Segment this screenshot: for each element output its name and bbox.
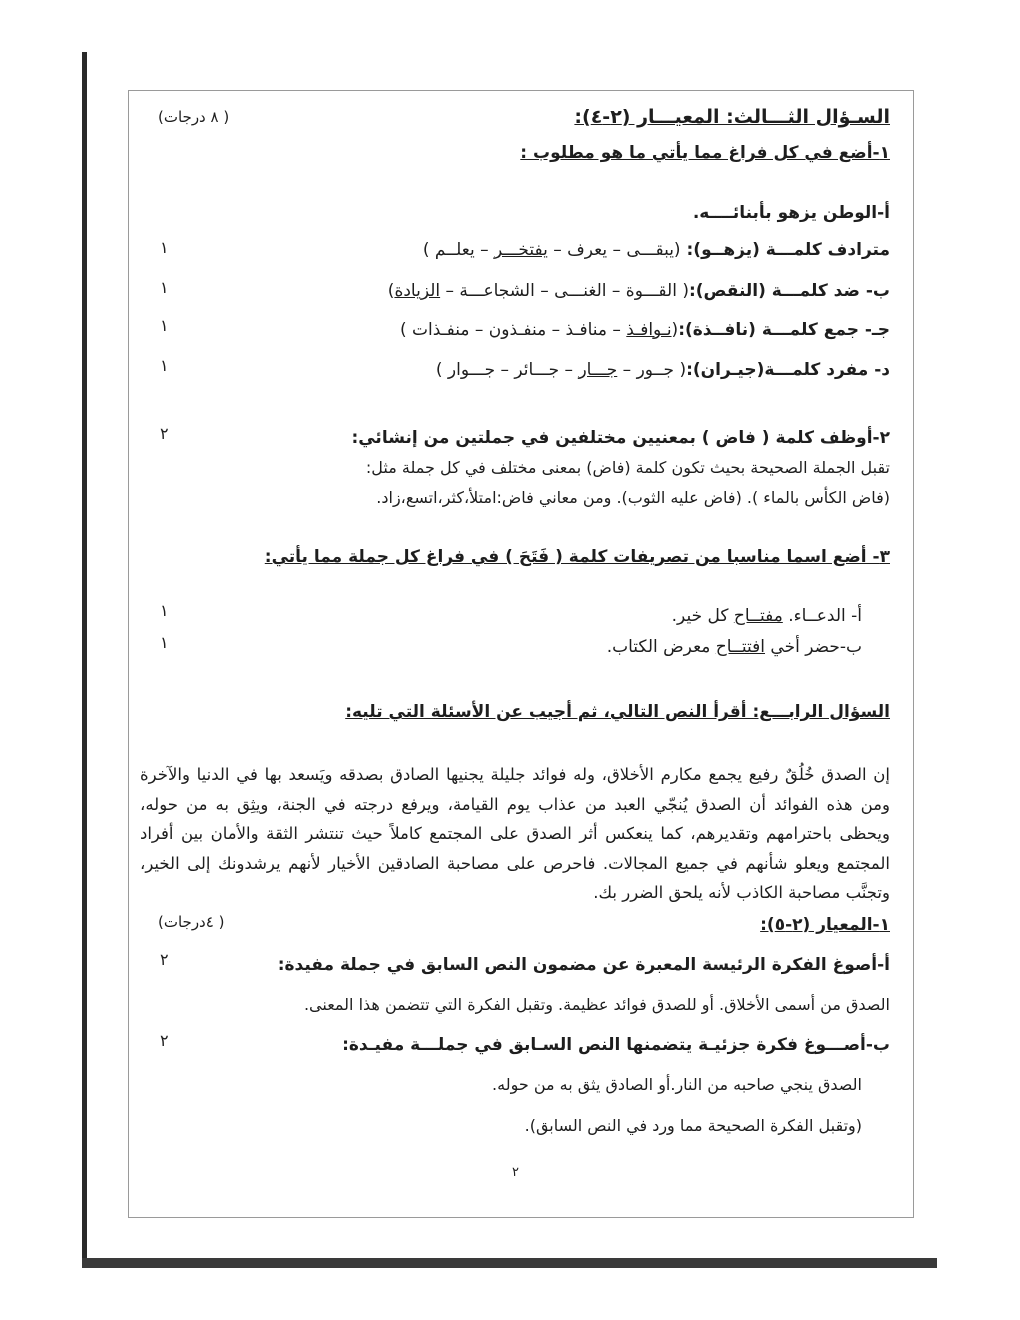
synonym-item [423, 240, 890, 260]
mark: ١ [160, 278, 169, 297]
mark: ١ [160, 238, 169, 257]
q4-b-answer: الصدق ينجي صاحبه من النار.أو الصادق يثق به من حوله. [492, 1075, 862, 1094]
item-before: ب-حضر أخي [765, 637, 862, 657]
q4-title: السؤال الرابـــع: أقرأ النص التالي، ثم أجيب عن الأسئلة التي تليه: [345, 702, 890, 722]
item-after: معرض الكتاب. [606, 637, 716, 657]
item-before: أ- الدعــاء. [782, 606, 862, 626]
scan-spine-shadow [82, 52, 87, 1267]
item-rest: ) [387, 281, 395, 301]
q3-part1-sentence: أ-الوطن يزهو بأبنائــــه. [692, 203, 890, 223]
item-answer: مفتــاح [733, 606, 783, 626]
q3-part1-instruction: ١-أضع في كل فراغ مما يأتي ما هو مطلوب : [520, 143, 890, 163]
reading-passage: إن الصدق خُلُقٌ رفيع يجمع مكارم الأخلاق، وله فوائد جليلة يجنيها الصادق بصدقه ويَسعد بها في الدنيا والآخرة ومن هذه الفوائد أن الصدق يُنجّي العبد من عذاب يوم القيامة، ويرفع درجته في الجنة، ويثِق به من حوله، ويحظى باحترامهم وتقديرهم، كما ينعكس أثر الصدق على المجتمع كاملاً حيث تنتشر الثقة والأمان بين أفراد المجتمع ويعلو شأنهم في جميع المجالات. فاحرص على مصاحبة الصادقين الأخيار لأنهم يرشدونك إلى الخير، وتجنَّب مصاحبة الكاذب لأنه يلحق الضرر بك. [140, 765, 890, 902]
item-label: مترادف كلمـــة (يزهــو): [680, 240, 890, 260]
item-answer: الزيادة [394, 281, 441, 301]
q3-part3-instruction: ٣- أضع اسما مناسبا من تصريفات كلمة ( فَتَحَ ) في فراغ كل جملة مما يأتي: [264, 547, 890, 567]
item-rest: – يعلــم ) [422, 240, 495, 260]
mark: ٢ [160, 424, 169, 443]
q4-points: ( ٤درجات) [158, 913, 225, 931]
item-options: ( جــور – [617, 360, 687, 380]
mark: ٢ [160, 950, 169, 969]
item-options: ( [671, 320, 679, 340]
q4-b-note: (وتقبل الفكرة الصحيحة مما ورد في النص السابق). [524, 1116, 862, 1135]
item-after: كل خير. [671, 606, 734, 626]
scan-bottom-shadow [82, 1258, 937, 1268]
item-label: ب- ضد كلمـــة (النقص): [688, 281, 890, 301]
item-answer: افتتــاح [715, 637, 766, 657]
item-answer: يفتخـــر [494, 240, 548, 260]
item-label: جـ- جمع كلمـــة (نافــذة): [678, 320, 890, 340]
item-label: د- مفرد كلمـــة(جيـران): [686, 360, 890, 380]
item-rest: – جـــائر – جـــوار ) [435, 360, 579, 380]
item-answer: نـوافـذ [626, 320, 672, 340]
mark: ١ [160, 633, 169, 652]
fill-item [607, 637, 862, 657]
q4-a-answer: الصدق من أسمى الأخلاق. أو للصدق فوائد عظيمة. وتقبل الفكرة التي تتضمن هذا المعنى. [303, 995, 890, 1014]
q4-criterion: ١-المعيار (٢-٥): [760, 915, 890, 935]
antonym-item [388, 281, 890, 301]
plural-item [400, 320, 890, 340]
item-answer: جـــار [578, 360, 618, 380]
q3-part2-instruction: ٢-أوظف كلمة ( فاض ) بمعنيين مختلفين في جملتين من إنشائي: [351, 428, 890, 448]
item-rest: – منافـذ – منفـذون – منفـذات ) [399, 320, 627, 340]
page-number: ٢ [512, 1165, 519, 1180]
mark: ١ [160, 356, 169, 375]
mark: ٢ [160, 1031, 169, 1050]
item-options: ( القـــوة – الغنـــى – الشجاعـــة – [440, 281, 689, 301]
mark: ١ [160, 601, 169, 620]
q4-a-question: أ-أصوغ الفكرة الرئيسة المعبرة عن مضمون النص السابق في جملة مفيدة: [277, 955, 890, 975]
q3-title: السـؤال الثـــالث: المعيـــار (٢-٤): [574, 106, 890, 128]
q3-part2-line2: (فاض الكأس بالماء ). (فاض عليه الثوب). ومن معاني فاض:امتلأ،كثر،اتسع،زاد. [376, 488, 890, 507]
q3-part2-line1: تقبل الجملة الصحيحة بحيث تكون كلمة (فاض) بمعنى مختلف في كل جملة مثل: [365, 458, 890, 477]
singular-item [436, 360, 890, 380]
fill-item [672, 606, 862, 626]
mark: ١ [160, 316, 169, 335]
q4-b-question: ب-أصـــوغ فكرة جزئيـة يتضمنها النص السـابق في جملـــة مفيـدة: [342, 1035, 890, 1055]
q3-points: ( ٨ درجات) [158, 108, 230, 126]
item-options: (يبقـــى – يعرف – [547, 240, 681, 260]
